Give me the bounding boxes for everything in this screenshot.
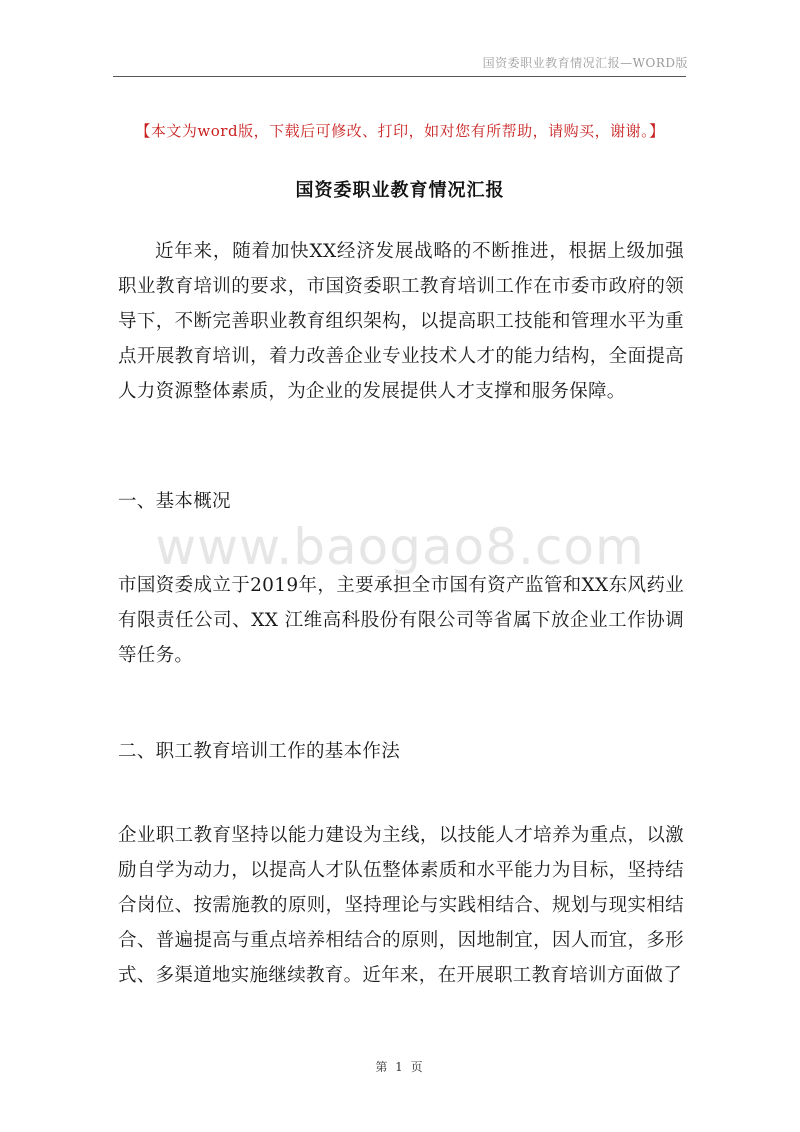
document-title: 国资委职业教育情况汇报 bbox=[295, 180, 505, 201]
section-1-heading: 一、基本概况 bbox=[118, 491, 231, 512]
intro-paragraph: 近年来，随着加快XX经济发展战略的不断推进，根据上级加强职业教育培训的要求，市国资委职工教育培训工作在市委市政府的领导下，不断完善职业教育组织架构，以提高职工技能和管理水平为重点开展教育培训，着力改善企业专业技术人才的能力结构，全面提高人力资源整体素质，为企业的发展提供人才支撑和服务保障。 bbox=[118, 241, 684, 402]
header-divider bbox=[113, 76, 686, 77]
purchase-notice: 【本文为word版，下载后可修改、打印，如对您有所帮助，请购买，谢谢。】 bbox=[135, 122, 665, 140]
running-header: 国资委职业教育情况汇报—WORD版 bbox=[482, 56, 688, 70]
section-1-paragraph: 市国资委成立于2019年，主要承担全市国有资产监管和XX东风药业有限责任公司、XX 江维高科股份有限公司等省属下放企业工作协调等任务。 bbox=[118, 575, 684, 666]
section-2-paragraph: 企业职工教育坚持以能力建设为主线，以技能人才培养为重点，以激励自学为动力，以提高人才队伍整体素质和水平能力为目标，坚持结合岗位、按需施教的原则，坚持理论与实践相结合、规划与现实相结合、普遍提高与重点培养相结合的原则，因地制宜，因人而宜，多形式、多渠道地实施继续教育。近年来，在开展职工教育培训方面做了 bbox=[118, 825, 684, 986]
page-number: 第 1 页 bbox=[375, 1060, 425, 1074]
watermark: www.baogao8.com bbox=[155, 518, 645, 576]
section-2-heading: 二、职工教育培训工作的基本作法 bbox=[118, 741, 401, 762]
